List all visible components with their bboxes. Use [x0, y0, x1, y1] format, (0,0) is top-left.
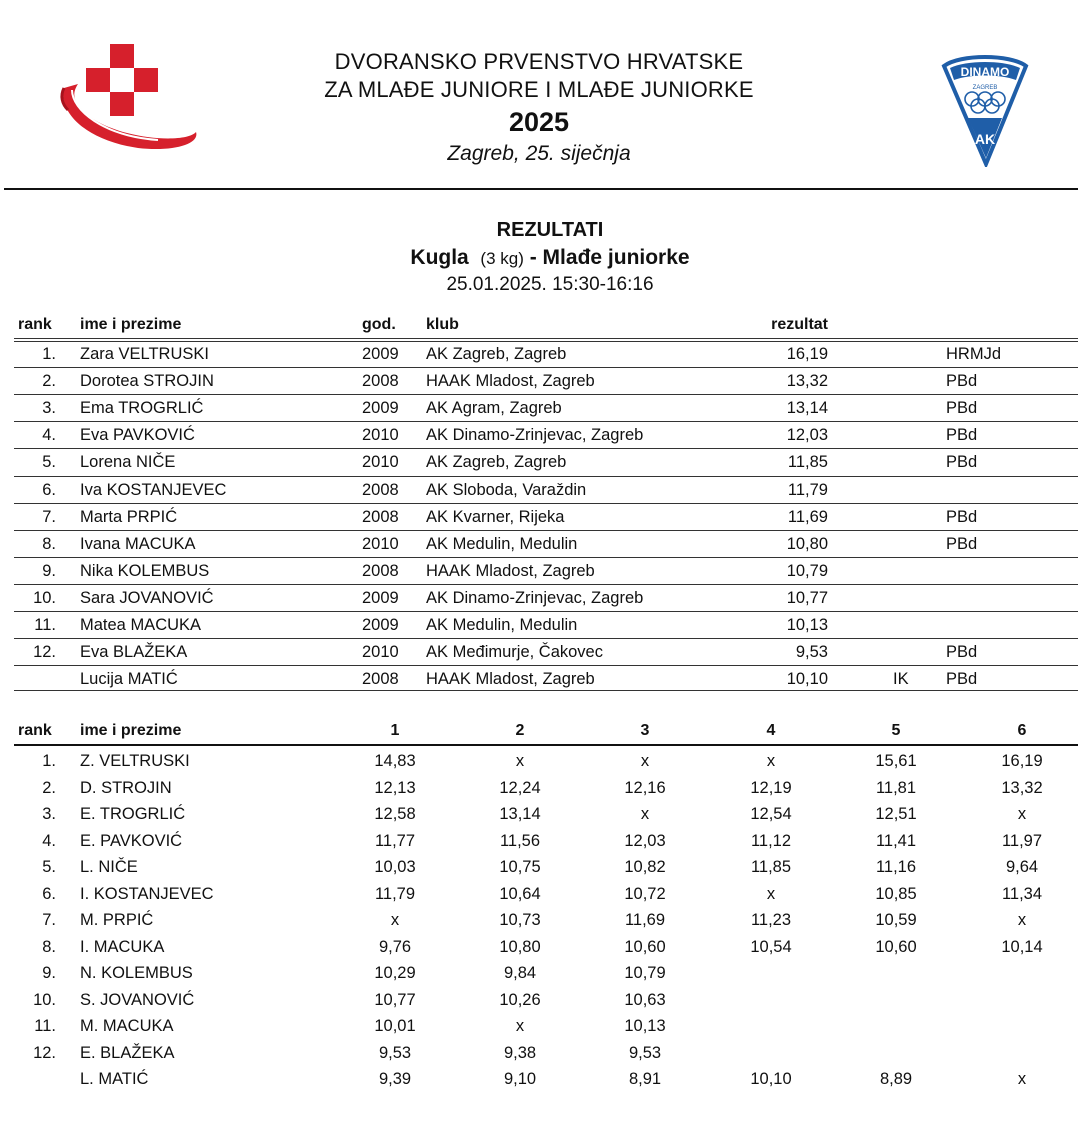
attempt-4: 11,23: [750, 911, 792, 929]
result-mark: 11,85: [787, 453, 828, 472]
rank: 10.: [33, 588, 56, 607]
record-note: PBd: [946, 534, 978, 553]
rank: 9.: [42, 561, 56, 580]
attempt-3: x: [640, 805, 650, 823]
attempt-5: 11,41: [875, 831, 917, 850]
athlete-name: Sara JOVANOVIĆ: [80, 588, 214, 607]
header-place-date: Zagreb, 25. siječnja: [447, 142, 631, 165]
athlete-name: Iva KOSTANJEVEC: [80, 480, 227, 499]
result-mark: 13,32: [786, 372, 828, 391]
birth-year: 2008: [362, 670, 399, 689]
record-note: HRMJd: [946, 345, 1002, 363]
result-mark: 13,14: [786, 399, 828, 418]
attempt-4: 12,19: [750, 778, 792, 797]
rank: 3.: [42, 399, 56, 418]
row-divider: [14, 584, 1078, 585]
row-divider: [14, 503, 1078, 504]
attempt-1: 9,53: [378, 1043, 412, 1062]
attempt-5: 11,81: [875, 778, 917, 797]
attempt-2: 10,73: [499, 911, 541, 929]
attempt-4: x: [766, 884, 776, 903]
row-divider: [14, 665, 1078, 666]
attempt-4: 10,10: [750, 1070, 792, 1088]
event-title: [0, 246, 1078, 270]
attempt-1: 10,03: [374, 858, 416, 876]
club: AK Zagreb, Zagreb: [426, 345, 567, 363]
results-header: [0, 316, 1078, 340]
attempt-2: 9,38: [503, 1043, 537, 1062]
rank: 2.: [42, 372, 56, 391]
col-rank: rank: [18, 316, 52, 333]
attempt-5: 12,51: [875, 805, 917, 823]
attempt-3: 8,91: [628, 1070, 662, 1088]
attempt-2: 10,80: [499, 937, 541, 956]
attempt-5: 10,60: [875, 937, 917, 956]
result-row: [0, 669, 1078, 696]
result-mark: 16,19: [786, 345, 828, 363]
attempt-6: 11,34: [1001, 884, 1043, 903]
athlete-name: I. KOSTANJEVEC: [80, 884, 214, 903]
event-category: - Mlađe juniorke: [529, 246, 690, 269]
athlete-name: Z. VELTRUSKI: [80, 752, 190, 770]
attempt-2: 11,56: [499, 831, 541, 850]
attempt-1: 11,79: [374, 884, 416, 903]
rank: 12.: [33, 1043, 56, 1062]
col-attempt-1: 1: [390, 722, 400, 739]
birth-year: 2009: [362, 616, 399, 634]
row-divider: [14, 367, 1078, 368]
record-note: PBd: [946, 426, 978, 445]
athlete-name: E. TROGRLIĆ: [80, 805, 186, 823]
club: AK Dinamo-Zrinjevac, Zagreb: [426, 426, 644, 445]
attempt-6: x: [1017, 805, 1027, 823]
rank: 12.: [33, 643, 56, 662]
attempt-2: 12,24: [499, 778, 541, 797]
club: HAAK Mladost, Zagreb: [426, 372, 595, 391]
result-mark: 10,77: [786, 588, 828, 607]
birth-year: 2010: [362, 534, 399, 553]
header-line-2: ZA MLAĐE JUNIORE I MLAĐE JUNIORKE: [324, 77, 754, 102]
attempt-3: 9,53: [628, 1043, 662, 1062]
athlete-name: I. MACUKA: [80, 937, 165, 956]
series-row: [0, 990, 1078, 1017]
rank: 7.: [42, 911, 56, 929]
rank: 3.: [42, 805, 56, 823]
birth-year: 2009: [362, 399, 399, 418]
birth-year: 2010: [362, 453, 399, 472]
attempt-6: x: [1017, 1070, 1027, 1088]
row-divider: [14, 448, 1078, 449]
col-attempt-6: 6: [1017, 722, 1027, 739]
event-name: Kugla: [410, 246, 469, 269]
col-attempt-4: 4: [766, 722, 776, 739]
birth-year: 2008: [362, 507, 399, 526]
athlete-name: L. NIČE: [80, 858, 138, 876]
athlete-name: Lorena NIČE: [80, 453, 176, 472]
result-mark: 10,79: [786, 561, 828, 580]
rank: 9.: [42, 964, 56, 982]
header-year: 2025: [508, 107, 570, 137]
athlete-name: N. KOLEMBUS: [80, 964, 193, 982]
row-divider: [14, 394, 1078, 395]
series-row: [0, 1016, 1078, 1043]
attempt-4: 11,12: [750, 831, 792, 850]
attempt-3: 10,72: [624, 884, 666, 903]
dinamo-logo-text: DINAMO: [960, 65, 1010, 79]
series-row: [0, 963, 1078, 990]
birth-year: 2009: [362, 345, 399, 363]
athlete-name: Ema TROGRLIĆ: [80, 399, 204, 418]
athlete-name: S. JOVANOVIĆ: [80, 990, 195, 1009]
series-row: [0, 1069, 1078, 1096]
birth-year: 2008: [362, 480, 399, 499]
attempt-5: 10,85: [875, 884, 917, 903]
attempt-3: 10,82: [624, 858, 666, 876]
row-divider: [14, 611, 1078, 612]
attempt-1: 9,39: [378, 1070, 412, 1088]
attempt-1: 10,01: [374, 1017, 416, 1035]
attempt-2: 9,10: [503, 1070, 537, 1088]
rank: 2.: [42, 778, 56, 797]
rank: 8.: [42, 534, 56, 553]
attempt-3: 10,79: [624, 964, 666, 982]
rank: 5.: [42, 453, 56, 472]
attempt-6: 9,64: [1005, 858, 1039, 876]
header-line-1: DVORANSKO PRVENSTVO HRVATSKE: [334, 49, 744, 74]
col-name: ime i prezime: [80, 316, 182, 333]
series-header: [0, 722, 1078, 746]
series-row: [0, 884, 1078, 911]
club: AK Zagreb, Zagreb: [426, 453, 567, 472]
attempt-2: 9,84: [503, 964, 537, 982]
record-note: PBd: [946, 372, 978, 391]
attempt-3: 10,60: [624, 937, 666, 956]
attempt-4: 11,85: [750, 858, 792, 876]
note-ik: IK: [893, 670, 909, 689]
series-header-rule: [14, 744, 1078, 746]
attempt-6: 11,97: [1001, 831, 1043, 850]
club: AK Medulin, Medulin: [426, 616, 578, 634]
result-mark: 10,10: [786, 670, 828, 689]
athlete-name: Matea MACUKA: [80, 616, 202, 634]
event-datetime: 25.01.2025. 15:30-16:16: [446, 274, 654, 295]
attempt-3: x: [640, 752, 650, 770]
row-divider: [14, 638, 1078, 639]
col-god: god.: [362, 316, 396, 333]
rank: 10.: [33, 990, 56, 1009]
attempt-6: 10,14: [1001, 937, 1043, 956]
athlete-name: Dorotea STROJIN: [80, 372, 214, 391]
athlete-name: Lucija MATIĆ: [80, 670, 178, 689]
attempt-2: 10,64: [499, 884, 541, 903]
attempt-1: 10,77: [374, 990, 416, 1009]
attempt-6: 13,32: [1001, 778, 1043, 797]
athlete-name: Ivana MACUKA: [80, 534, 196, 553]
club: AK Agram, Zagreb: [426, 399, 562, 418]
club: AK Medulin, Medulin: [426, 534, 578, 553]
series-row: [0, 751, 1078, 778]
club: HAAK Mladost, Zagreb: [426, 561, 595, 580]
results-title: REZULTATI: [496, 219, 604, 241]
attempt-4: x: [766, 752, 776, 770]
attempt-3: 11,69: [624, 911, 666, 929]
attempt-5: 11,16: [875, 858, 917, 876]
birth-year: 2008: [362, 561, 399, 580]
attempt-3: 10,63: [624, 990, 666, 1009]
rank: 7.: [42, 507, 56, 526]
col-name: ime i prezime: [80, 722, 182, 739]
result-mark: 11,79: [787, 480, 828, 499]
record-note: PBd: [946, 399, 978, 418]
attempt-4: 12,54: [750, 805, 792, 823]
athlete-name: Eva BLAŽEKA: [80, 643, 188, 662]
result-mark: 10,13: [786, 616, 828, 634]
athlete-name: M. PRPIĆ: [80, 911, 154, 929]
attempt-2: 13,14: [499, 805, 541, 823]
rank: 8.: [42, 937, 56, 956]
attempt-1: x: [390, 911, 400, 929]
attempt-2: 10,75: [499, 858, 541, 876]
club: AK Međimurje, Čakovec: [426, 643, 603, 662]
attempt-1: 12,13: [374, 778, 416, 797]
result-mark: 12,03: [786, 426, 828, 445]
results-bottom-rule: [14, 690, 1078, 691]
attempt-2: 10,26: [499, 990, 541, 1009]
attempt-3: 10,13: [624, 1017, 666, 1035]
club: AK Dinamo-Zrinjevac, Zagreb: [426, 588, 644, 607]
attempt-1: 10,29: [374, 964, 416, 982]
attempt-5: 10,59: [875, 911, 917, 929]
col-rezultat: rezultat: [771, 316, 828, 333]
athlete-name: D. STROJIN: [80, 778, 172, 797]
header-divider: [4, 188, 1078, 190]
record-note: PBd: [946, 670, 978, 689]
birth-year: 2009: [362, 588, 399, 607]
result-mark: 10,80: [786, 534, 828, 553]
attempt-2: x: [515, 752, 525, 770]
attempt-6: x: [1017, 911, 1027, 929]
attempt-6: 16,19: [1001, 752, 1043, 770]
col-attempt-3: 3: [640, 722, 650, 739]
athlete-name: Nika KOLEMBUS: [80, 561, 210, 580]
attempt-4: 10,54: [750, 937, 792, 956]
result-mark: 11,69: [787, 507, 828, 526]
series-row: [0, 857, 1078, 884]
attempt-3: 12,03: [624, 831, 666, 850]
birth-year: 2010: [362, 426, 399, 445]
athlete-name: Zara VELTRUSKI: [80, 345, 209, 363]
attempt-1: 12,58: [374, 805, 416, 823]
result-mark: 9,53: [795, 643, 828, 662]
record-note: PBd: [946, 643, 978, 662]
results-header-rule-2: [14, 341, 1078, 342]
results-header-rule: [14, 338, 1078, 339]
dinamo-logo-sub: ZAGREB: [972, 85, 998, 91]
birth-year: 2010: [362, 643, 399, 662]
athlete-name: E. BLAŽEKA: [80, 1043, 175, 1062]
rank: 6.: [42, 884, 56, 903]
athlete-name: M. MACUKA: [80, 1017, 174, 1035]
birth-year: 2008: [362, 372, 399, 391]
series-row: [0, 937, 1078, 964]
row-divider: [14, 530, 1078, 531]
club: HAAK Mladost, Zagreb: [426, 670, 595, 689]
rank: 4.: [42, 426, 56, 445]
athlete-name: E. PAVKOVIĆ: [80, 831, 183, 850]
series-row: [0, 778, 1078, 805]
series-row: [0, 804, 1078, 831]
row-divider: [14, 557, 1078, 558]
athlete-name: Eva PAVKOVIĆ: [80, 426, 195, 445]
dinamo-logo-ak: AK: [974, 131, 996, 147]
col-attempt-2: 2: [515, 722, 525, 739]
attempt-1: 11,77: [374, 831, 416, 850]
club: AK Sloboda, Varaždin: [426, 480, 587, 499]
rank: 4.: [42, 831, 56, 850]
attempt-5: 8,89: [879, 1070, 913, 1088]
rank: 6.: [42, 480, 56, 499]
rank: 1.: [42, 345, 56, 363]
rank: 11.: [34, 616, 56, 634]
col-rank: rank: [18, 722, 52, 739]
rank: 11.: [34, 1017, 56, 1035]
club: AK Kvarner, Rijeka: [426, 507, 565, 526]
rank: 1.: [42, 752, 56, 770]
event-weight: (3 kg): [480, 249, 524, 268]
athlete-name: L. MATIĆ: [80, 1070, 149, 1088]
row-divider: [14, 476, 1078, 477]
attempt-1: 9,76: [378, 937, 412, 956]
record-note: PBd: [946, 453, 978, 472]
record-note: PBd: [946, 507, 978, 526]
athlete-name: Marta PRPIĆ: [80, 507, 178, 526]
col-attempt-5: 5: [891, 722, 901, 739]
row-divider: [14, 421, 1078, 422]
series-row: [0, 831, 1078, 858]
attempt-2: x: [515, 1017, 525, 1035]
rank: 5.: [42, 858, 56, 876]
series-row: [0, 1043, 1078, 1070]
attempt-5: 15,61: [875, 752, 917, 770]
col-klub: klub: [426, 316, 459, 333]
attempt-3: 12,16: [624, 778, 666, 797]
series-row: [0, 910, 1078, 937]
attempt-1: 14,83: [374, 752, 416, 770]
